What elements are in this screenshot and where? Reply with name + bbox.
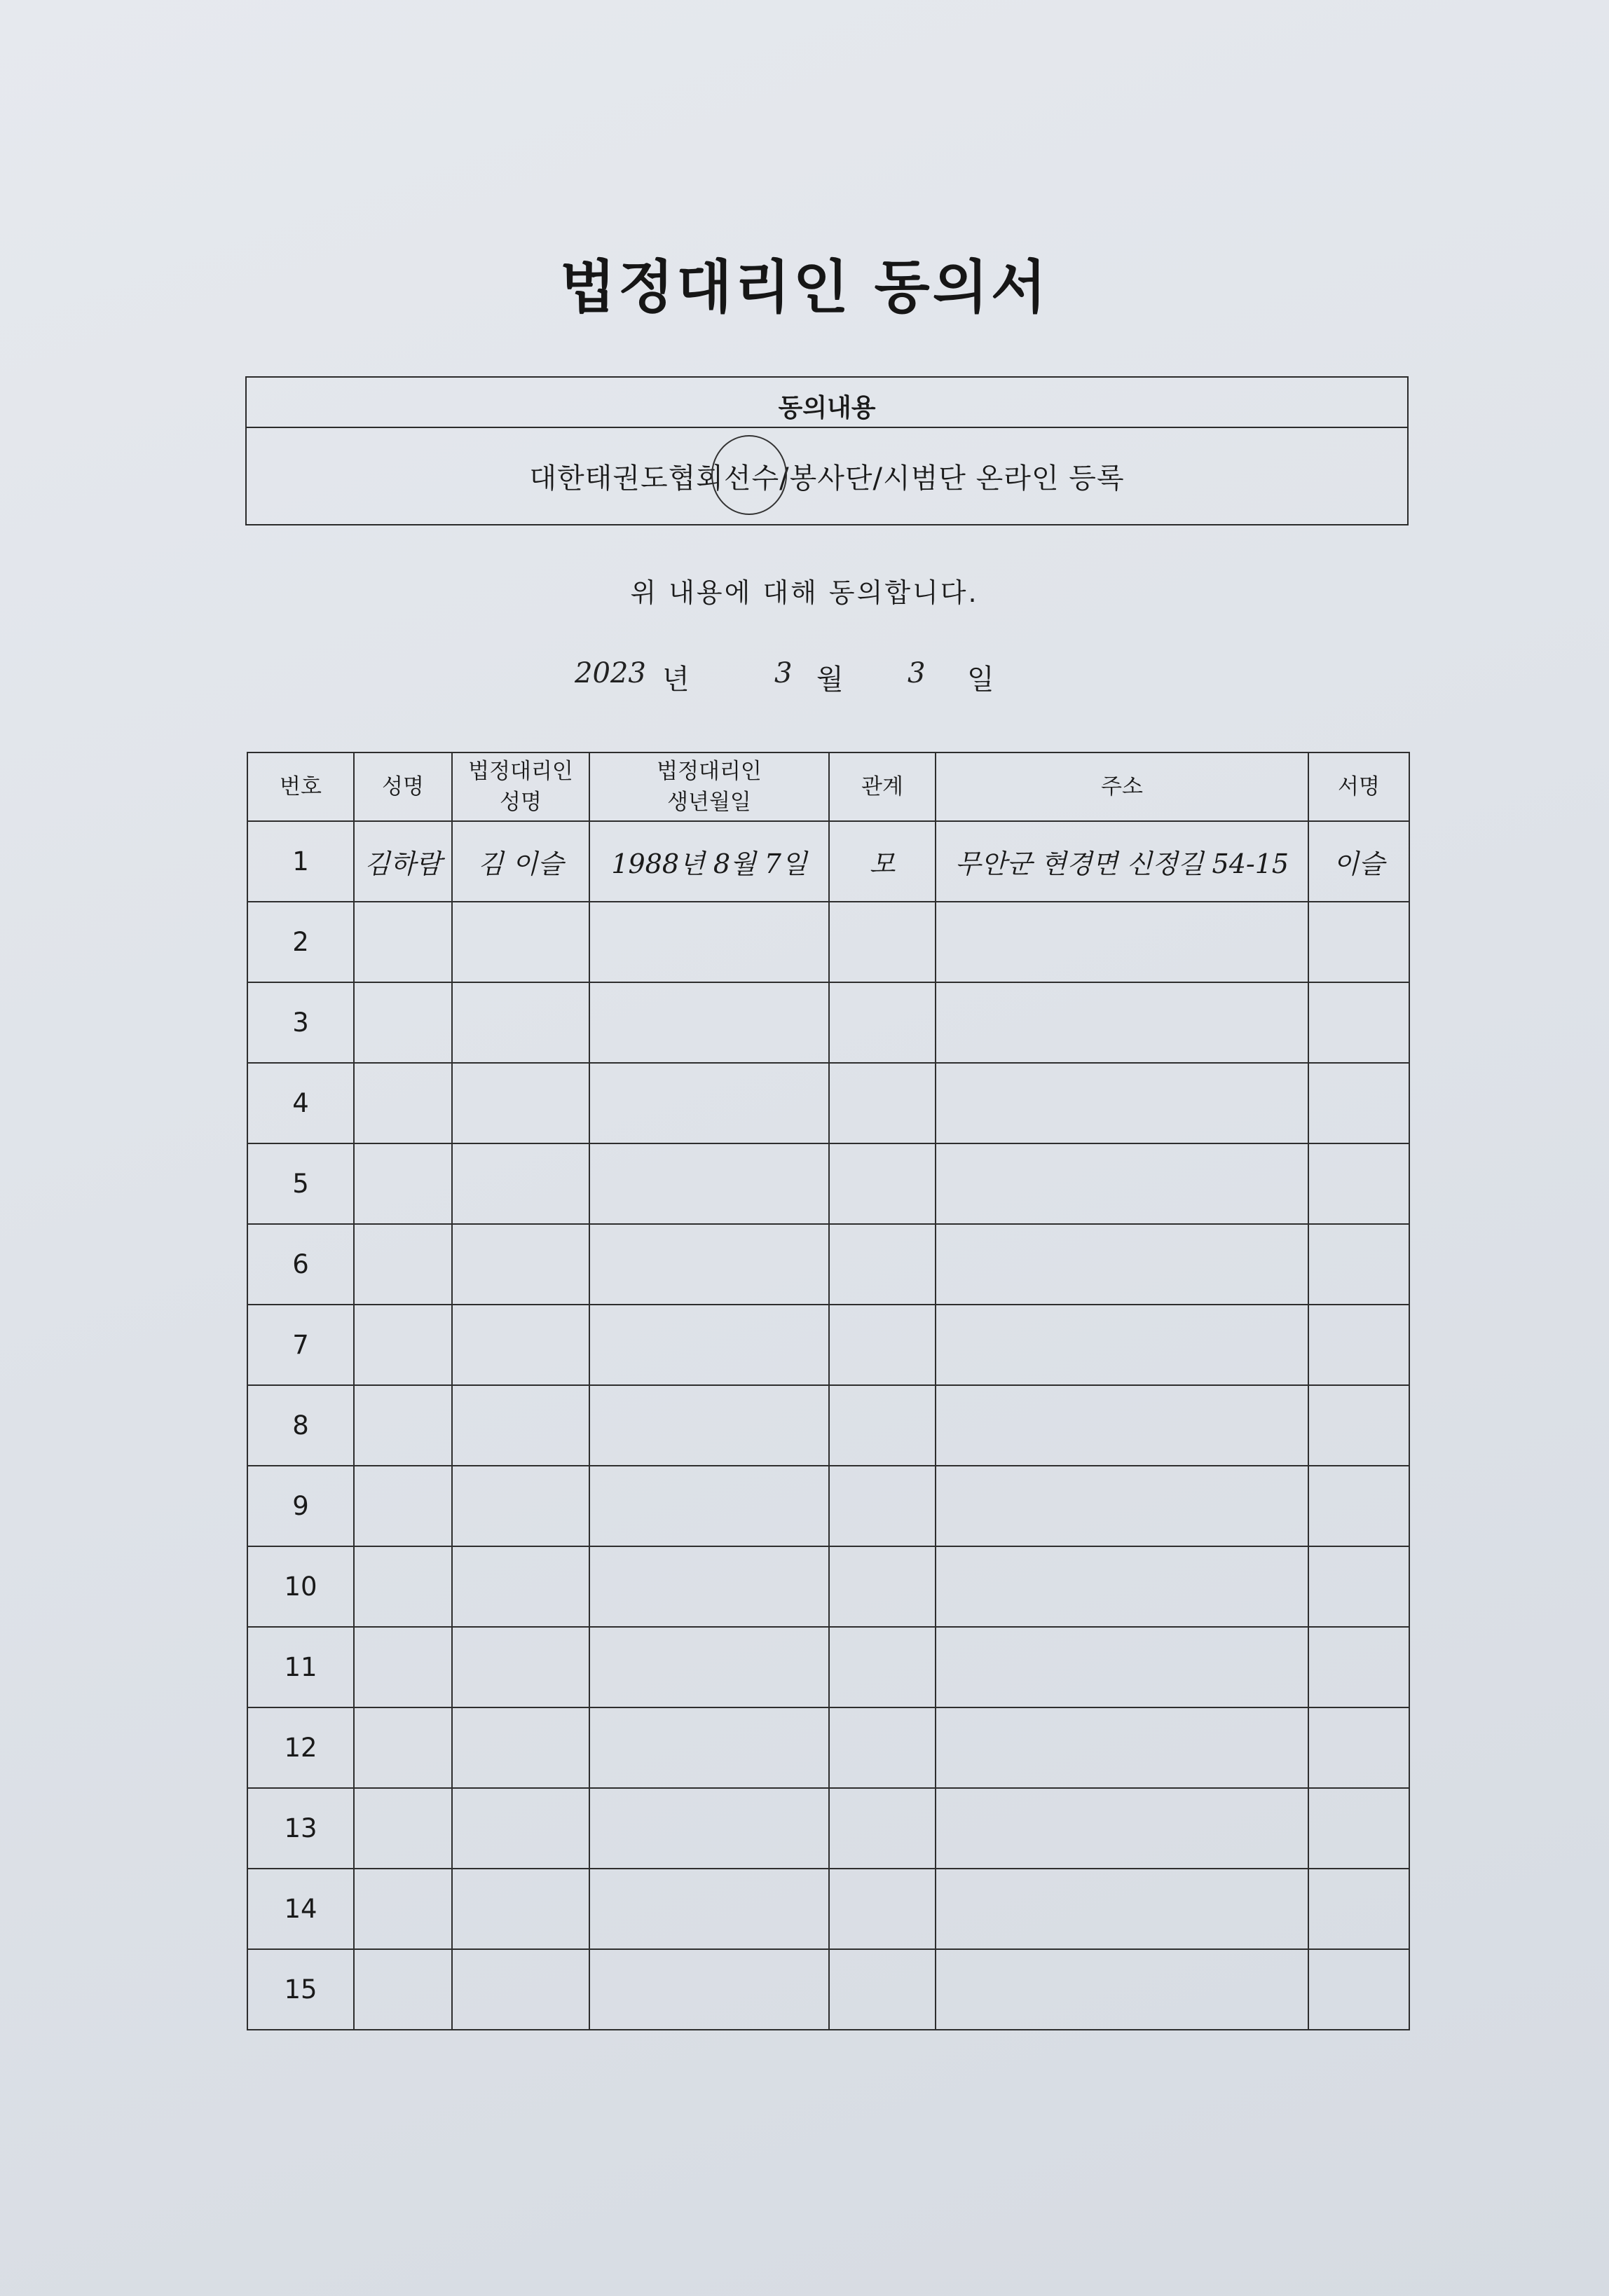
cell-signature (1308, 1949, 1409, 2030)
cell-guardian-name (452, 1224, 589, 1305)
cell-address (936, 1385, 1308, 1466)
cell-name (354, 1627, 452, 1707)
cell-guardian-birth (589, 902, 829, 982)
cell-address (936, 1063, 1308, 1143)
cell-relation (829, 1627, 936, 1707)
cell-name: 김하람 (354, 821, 452, 902)
cell-guardian-birth (589, 1063, 829, 1143)
document-title: 법정대리인 동의서 (559, 254, 1050, 321)
cell-signature (1308, 902, 1409, 982)
cell-address (936, 1869, 1308, 1949)
consent-content-text (247, 428, 1407, 524)
cell-name (354, 1305, 452, 1385)
cell-guardian-birth (589, 1143, 829, 1224)
cell-relation (829, 1063, 936, 1143)
cell-relation (829, 1869, 936, 1949)
cell-name (354, 1063, 452, 1143)
cell-address (936, 902, 1308, 982)
table-row (247, 1788, 1409, 1869)
cell-guardian-birth (589, 982, 829, 1063)
cell-no: 8 (247, 1385, 354, 1466)
cell-guardian-name (452, 1305, 589, 1385)
table-row (247, 821, 1409, 902)
consent-content-header: 동의내용 (247, 378, 1407, 428)
cell-guardian-name (452, 1143, 589, 1224)
cell-no: 5 (247, 1143, 354, 1224)
cell-no: 10 (247, 1546, 354, 1627)
cell-no: 14 (247, 1869, 354, 1949)
table-row (247, 1627, 1409, 1707)
cell-relation (829, 902, 936, 982)
cell-relation (829, 1305, 936, 1385)
table-row (247, 1707, 1409, 1788)
cell-address (936, 1949, 1308, 2030)
cell-signature (1308, 1869, 1409, 1949)
cell-signature (1308, 1707, 1409, 1788)
cell-address (936, 1305, 1308, 1385)
consent-circled-option: 선수 (724, 456, 779, 496)
cell-relation: 모 (829, 821, 936, 902)
cell-guardian-birth (589, 1546, 829, 1627)
cell-address (936, 1143, 1308, 1224)
cell-relation (829, 1949, 936, 2030)
cell-name (354, 982, 452, 1063)
cell-name (354, 1788, 452, 1869)
cell-relation (829, 1546, 936, 1627)
cell-name (354, 1949, 452, 2030)
table-row (247, 902, 1409, 982)
cell-signature (1308, 1063, 1409, 1143)
cell-address (936, 982, 1308, 1063)
cell-signature (1308, 1627, 1409, 1707)
date-month: 3 (774, 657, 793, 689)
cell-guardian-name (452, 1546, 589, 1627)
cell-name (354, 1707, 452, 1788)
agreement-statement: 위 내용에 대해 동의합니다. (630, 577, 979, 608)
consent-association-label: 대한태권도협회 (529, 462, 724, 495)
cell-address (936, 1788, 1308, 1869)
header-relation: 관계 (829, 752, 936, 821)
cell-signature: 이슬 (1308, 821, 1409, 902)
cell-no: 7 (247, 1305, 354, 1385)
cell-signature (1308, 982, 1409, 1063)
header-address: 주소 (936, 752, 1308, 821)
cell-no: 2 (247, 902, 354, 982)
cell-name (354, 902, 452, 982)
table-row (247, 1466, 1409, 1546)
cell-relation (829, 1224, 936, 1305)
cell-signature (1308, 1143, 1409, 1224)
cell-guardian-name (452, 982, 589, 1063)
consent-content-box (245, 376, 1409, 525)
cell-guardian-name (452, 1949, 589, 2030)
cell-guardian-birth (589, 1224, 829, 1305)
header-guardian-name-line1: 법정대리인 (468, 759, 573, 784)
table-row (247, 1869, 1409, 1949)
cell-guardian-birth (589, 1627, 829, 1707)
header-name: 성명 (354, 752, 452, 821)
cell-relation (829, 1788, 936, 1869)
cell-guardian-name (452, 1707, 589, 1788)
date-year: 2023 (575, 657, 646, 689)
cell-relation (829, 1385, 936, 1466)
cell-guardian-name (452, 1385, 589, 1466)
cell-no: 11 (247, 1627, 354, 1707)
cell-address: 무안군 현경면 신정길 54-15 (936, 821, 1308, 902)
cell-signature (1308, 1385, 1409, 1466)
cell-address (936, 1224, 1308, 1305)
cell-guardian-birth (589, 1305, 829, 1385)
cell-address (936, 1546, 1308, 1627)
cell-guardian-birth: 1988년 8월 7일 (589, 821, 829, 902)
header-no: 번호 (247, 752, 354, 821)
date-day-label: 일 (967, 664, 994, 696)
cell-name (354, 1224, 452, 1305)
header-guardian-name (452, 752, 589, 821)
cell-signature (1308, 1788, 1409, 1869)
table-row (247, 1305, 1409, 1385)
header-guardian-name-line2: 성명 (500, 790, 542, 815)
cell-no: 4 (247, 1063, 354, 1143)
cell-no: 1 (247, 821, 354, 902)
cell-address (936, 1627, 1308, 1707)
cell-name (354, 1385, 452, 1466)
table-row (247, 1063, 1409, 1143)
header-signature: 서명 (1308, 752, 1409, 821)
cell-no: 12 (247, 1707, 354, 1788)
table-row (247, 1143, 1409, 1224)
consent-other-options: /봉사단/시범단 온라인 등록 (779, 462, 1125, 495)
cell-guardian-name (452, 1063, 589, 1143)
cell-no: 6 (247, 1224, 354, 1305)
cell-relation (829, 1466, 936, 1546)
cell-signature (1308, 1305, 1409, 1385)
cell-guardian-name: 김 이슬 (452, 821, 589, 902)
table-header-row (247, 752, 1409, 821)
cell-guardian-name (452, 1788, 589, 1869)
date-month-label: 월 (816, 664, 844, 696)
cell-signature (1308, 1466, 1409, 1546)
date-day: 3 (908, 657, 926, 689)
table-row (247, 1546, 1409, 1627)
cell-name (354, 1143, 452, 1224)
cell-guardian-name (452, 1466, 589, 1546)
cell-guardian-birth (589, 1869, 829, 1949)
cell-no: 9 (247, 1466, 354, 1546)
cell-guardian-birth (589, 1949, 829, 2030)
date-year-label: 년 (662, 664, 690, 696)
cell-guardian-name (452, 902, 589, 982)
cell-no: 15 (247, 1949, 354, 2030)
header-guardian-birth-line2: 생년월일 (667, 790, 751, 815)
cell-guardian-birth (589, 1385, 829, 1466)
cell-relation (829, 1143, 936, 1224)
cell-signature (1308, 1224, 1409, 1305)
header-guardian-birth-line1: 법정대리인 (657, 759, 762, 784)
cell-guardian-name (452, 1627, 589, 1707)
cell-guardian-name (452, 1869, 589, 1949)
cell-no: 3 (247, 982, 354, 1063)
cell-no: 13 (247, 1788, 354, 1869)
cell-signature (1308, 1546, 1409, 1627)
cell-guardian-birth (589, 1788, 829, 1869)
cell-name (354, 1546, 452, 1627)
table-row (247, 982, 1409, 1063)
cell-address (936, 1466, 1308, 1546)
cell-name (354, 1869, 452, 1949)
cell-relation (829, 982, 936, 1063)
table-row (247, 1385, 1409, 1466)
cell-relation (829, 1707, 936, 1788)
header-guardian-birth (589, 752, 829, 821)
table-row (247, 1949, 1409, 2030)
cell-address (936, 1707, 1308, 1788)
table-row (247, 1224, 1409, 1305)
cell-guardian-birth (589, 1707, 829, 1788)
guardian-table (247, 752, 1410, 2030)
cell-name (354, 1466, 452, 1546)
cell-guardian-birth (589, 1466, 829, 1546)
